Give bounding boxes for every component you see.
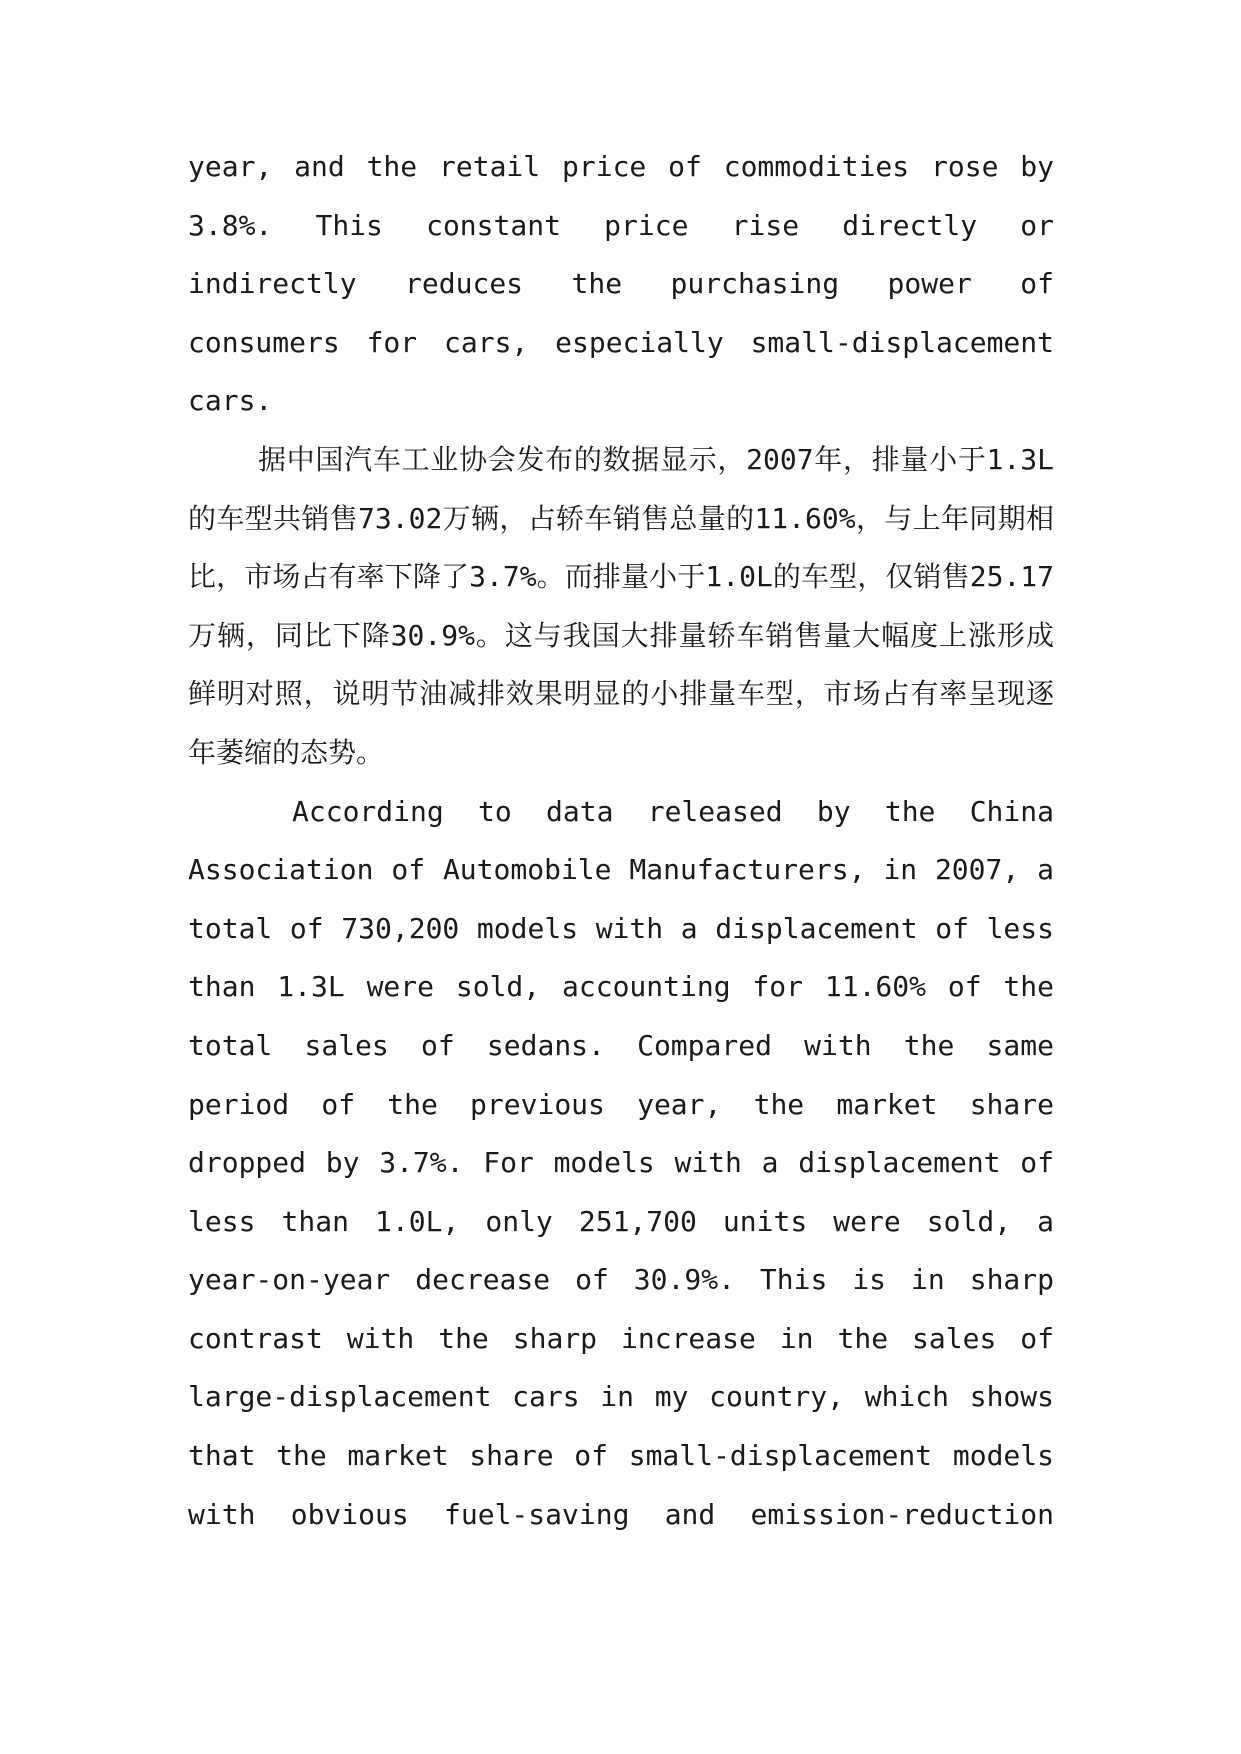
paragraph-english-price-rise: year, and the retail price of commodities rose by 3.8%. This constant price rise directly or indirectly reduces the purchasing power of consumers for cars, especially small-displacement cars.	[188, 150, 1054, 418]
body-text	[188, 138, 1054, 1544]
paragraph-english-sales-data: According to data released by the China Association of Automobile Manufacturers, in 2007, a total of 730,200 models with a displacement of less than 1.3L were sold, accounting for 11.60% of the total sales of sedans. Compared with the same period of the previous year, the market share dropped by 3.7%. For models with a displacement of less than 1.0L, only 251,700 units were sold, a year-on-year decrease of 30.9%. This is in sharp contrast with the sharp increase in the sales of large-displacement cars in my country, which shows that the market share of small-displacement models with obvious fuel-saving and emission-reduction	[188, 794, 1054, 1531]
paragraph-chinese-sales-data: 据中国汽车工业协会发布的数据显示，2007年，排量小于1.3L的车型共销售73.02万辆，占轿车销售总量的11.60%，与上年同期相比，市场占有率下降了3.7%。而排量小于1.0L的车型，仅销售25.17万辆，同比下降30.9%。这与我国大排量轿车销售量大幅度上涨形成鲜明对照，说明节油减排效果明显的小排量车型，市场占有率呈现逐年萎缩的态势。	[188, 442, 1054, 769]
